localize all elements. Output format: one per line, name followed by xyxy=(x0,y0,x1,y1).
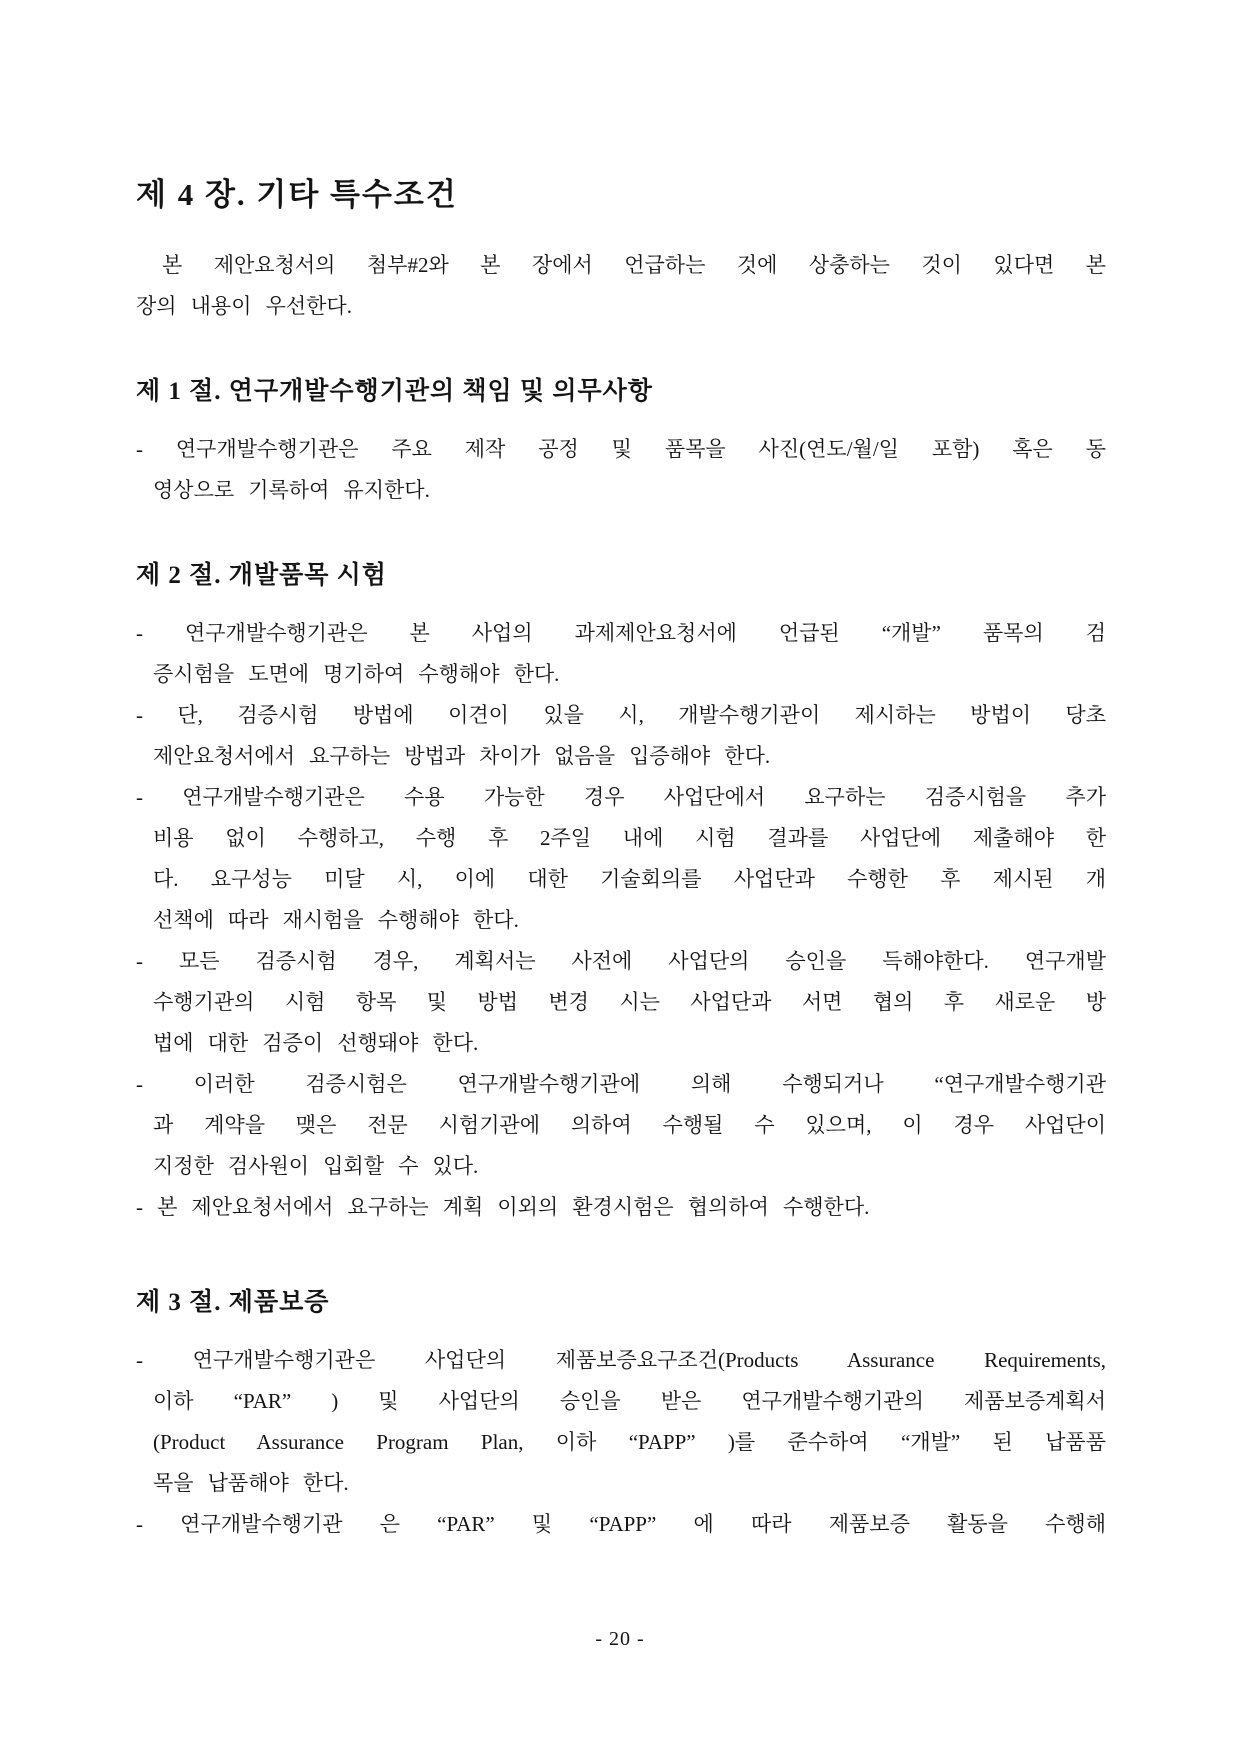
bullet-item xyxy=(136,1340,1106,1504)
text-line: 선책에 따라 재시험을 수행해야 한다. xyxy=(153,908,519,933)
bullet-item xyxy=(136,777,1106,941)
chapter-title: 제 4 장. 기타 특수조건 xyxy=(136,177,458,212)
page-number: - 20 - xyxy=(595,1628,645,1650)
text-line: 증시험을 도면에 명기하여 수행해야 한다. xyxy=(153,662,560,687)
section-3-heading: 제 3 절. 제품보증 xyxy=(136,1289,330,1317)
bullet-item xyxy=(136,1187,1106,1228)
bullet-item xyxy=(136,1064,1106,1187)
text-line: 제안요청서에서 요구하는 방법과 차이가 없음을 입증해야 한다. xyxy=(153,744,771,769)
text-line: - 연구개발수행기관은 주요 제작 공정 및 품목을 사진(연도/월/일 포함) 혹은 동 xyxy=(136,437,1106,462)
document-content xyxy=(136,176,1106,1545)
text-line: 본 제안요청서의 첨부#2와 본 장에서 언급하는 것에 상충하는 것이 있다면 본 xyxy=(162,253,1106,278)
text-line: 이하 “PAR” ) 및 사업단의 승인을 받은 연구개발수행기관의 제품보증계획서 xyxy=(153,1389,1106,1414)
text-line: - 본 제안요청서에서 요구하는 계획 이외의 환경시험은 협의하여 수행한다. xyxy=(136,1195,870,1220)
bullet-item xyxy=(136,613,1106,695)
text-line: - 연구개발수행기관은 사업단의 제품보증요구조건(Products Assurance Requirements, xyxy=(136,1348,1106,1373)
text-line: - 단, 검증시험 방법에 이견이 있을 시, 개발수행기관이 제시하는 방법이 당초 xyxy=(136,703,1106,728)
bullet-item xyxy=(136,941,1106,1064)
text-line: 목을 납품해야 한다. xyxy=(153,1471,349,1496)
section-1-heading: 제 1 절. 연구개발수행기관의 책임 및 의무사항 xyxy=(136,378,653,406)
text-line: 장의 내용이 우선한다. xyxy=(136,294,352,319)
text-line: 비용 없이 수행하고, 수행 후 2주일 내에 시험 결과를 사업단에 제출해야 한 xyxy=(153,826,1106,851)
chapter-intro-paragraph xyxy=(136,245,1106,327)
text-line: - 연구개발수행기관은 본 사업의 과제제안요청서에 언급된 “개발” 품목의 검 xyxy=(136,621,1106,646)
text-line: - 연구개발수행기관은 수용 가능한 경우 사업단에서 요구하는 검증시험을 추가 xyxy=(136,785,1106,810)
text-line: 다. 요구성능 미달 시, 이에 대한 기술회의를 사업단과 수행한 후 제시된 개 xyxy=(153,867,1106,892)
bullet-item xyxy=(136,429,1106,511)
bullet-item xyxy=(136,1504,1106,1545)
text-line: 법에 대한 검증이 선행돼야 한다. xyxy=(153,1031,479,1056)
text-line: (Product Assurance Program Plan, 이하 “PAPP” )를 준수하여 “개발” 된 납품품 xyxy=(153,1430,1106,1455)
text-line: - 모든 검증시험 경우, 계획서는 사전에 사업단의 승인을 득해야한다. 연구개발 xyxy=(136,949,1106,974)
text-line: 과 계약을 맺은 전문 시험기관에 의하여 수행될 수 있으며, 이 경우 사업단이 xyxy=(153,1113,1106,1138)
text-line: 영상으로 기록하여 유지한다. xyxy=(153,478,430,503)
text-line: 수행기관의 시험 항목 및 방법 변경 시는 사업단과 서면 협의 후 새로운 방 xyxy=(153,990,1106,1015)
text-line: 지정한 검사원이 입회할 수 있다. xyxy=(153,1154,479,1179)
section-2-heading: 제 2 절. 개발품목 시험 xyxy=(136,562,387,590)
text-line: - 이러한 검증시험은 연구개발수행기관에 의해 수행되거나 “연구개발수행기관 xyxy=(136,1072,1106,1097)
text-line: - 연구개발수행기관 은 “PAR” 및 “PAPP” 에 따라 제품보증 활동을 수행해 xyxy=(136,1512,1106,1537)
bullet-item xyxy=(136,695,1106,777)
